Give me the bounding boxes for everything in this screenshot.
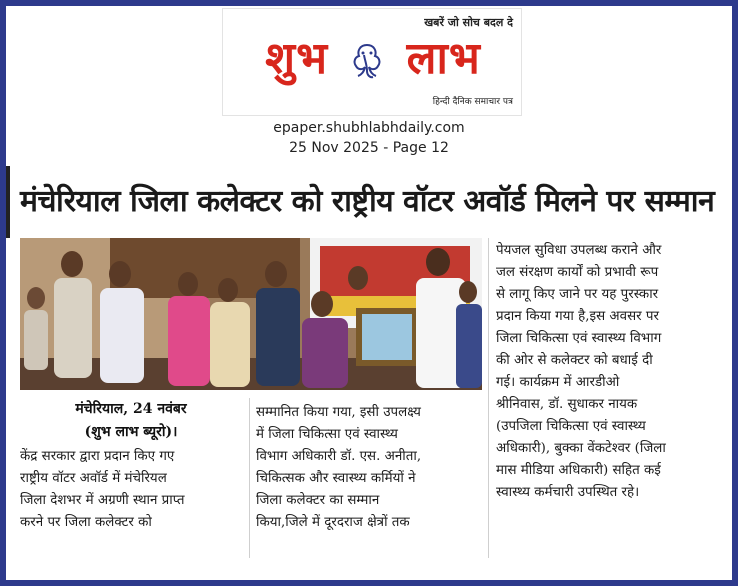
article-line: में जिला चिकित्सा एवं स्वास्थ्य xyxy=(256,427,398,442)
article-line: चिकित्सक और स्वास्थ्य कर्मियों ने xyxy=(256,471,416,486)
masthead-tagline: खबरें जो सोच बदल दे xyxy=(424,16,513,29)
article-column-1 xyxy=(20,446,242,534)
headline: मंचेरियाल जिला कलेक्टर को राष्ट्रीय वॉटर अवॉर्ड मिलने पर सम्मान xyxy=(20,184,715,219)
dateline-bureau: (शुभ लाभ ब्यूरो)। xyxy=(84,424,178,440)
masthead-logo xyxy=(229,29,517,89)
source-url[interactable]: epaper.shubhlabhdaily.com xyxy=(273,120,465,136)
article-line: की ओर से कलेक्टर को बधाई दी xyxy=(496,353,653,368)
ganesha-icon xyxy=(350,41,384,81)
article-line: करने पर जिला कलेक्टर को xyxy=(20,515,152,530)
article-line: स्वास्थ्य कर्मचारी उपस्थित रहे। xyxy=(496,485,640,500)
column-rule xyxy=(488,238,489,558)
dateline-place-date: मंचेरियाल, 24 नवंबर xyxy=(75,401,187,417)
source-date-page: 25 Nov 2025 - Page 12 xyxy=(289,140,449,156)
article-line: केंद्र सरकार द्वारा प्रदान किए गए xyxy=(20,449,175,464)
article-line: जिला चिकित्सा एवं स्वास्थ्य विभाग xyxy=(496,331,662,346)
logo-word-left: शुभ xyxy=(265,33,329,84)
article-line: सम्मानित किया गया, इसी उपलक्ष्य xyxy=(256,405,421,420)
column-rule xyxy=(249,398,250,558)
news-photo xyxy=(20,238,482,390)
article-line: मास मीडिया अधिकारी) सहित कई xyxy=(496,463,661,478)
article-line: जिला कलेक्टर का सम्मान xyxy=(256,493,380,508)
article-line: (उपजिला चिकित्सा एवं स्वास्थ्य xyxy=(496,419,646,434)
article-line: पेयजल सुविधा उपलब्ध कराने और xyxy=(496,243,662,258)
masthead xyxy=(222,8,522,116)
article-line: जल संरक्षण कार्यों को प्रभावी रूप xyxy=(496,265,659,280)
article-line: किया,जिले में दूरदराज क्षेत्रों तक xyxy=(256,515,410,530)
masthead-subtag: हिन्दी दैनिक समाचार पत्र xyxy=(432,97,513,107)
article-line: प्रदान किया गया है,इस अवसर पर xyxy=(496,309,659,324)
article-line: राष्ट्रीय वॉटर अवॉर्ड में मंचेरियल xyxy=(20,471,167,486)
article-line: विभाग अधिकारी डॉ. एस. अनीता, xyxy=(256,449,422,464)
article-line: से लागू किए जाने पर यह पुरस्कार xyxy=(496,287,659,302)
article-column-3 xyxy=(496,240,722,504)
article-line: जिला देशभर में अग्रणी स्थान प्राप्त xyxy=(20,493,185,508)
logo-word-right: लाभ xyxy=(406,33,481,84)
headline-bar xyxy=(6,166,10,238)
article-line: श्रीनिवास, डॉ. सुधाकर नायक xyxy=(496,397,638,412)
article-column-2 xyxy=(256,402,480,534)
article-line: अधिकारी), बुक्का वेंकटेश्वर (जिला xyxy=(496,441,666,456)
dateline xyxy=(20,398,242,444)
article-line: गई। कार्यक्रम में आरडीओ xyxy=(496,375,620,390)
newspaper-clipping xyxy=(6,6,732,580)
